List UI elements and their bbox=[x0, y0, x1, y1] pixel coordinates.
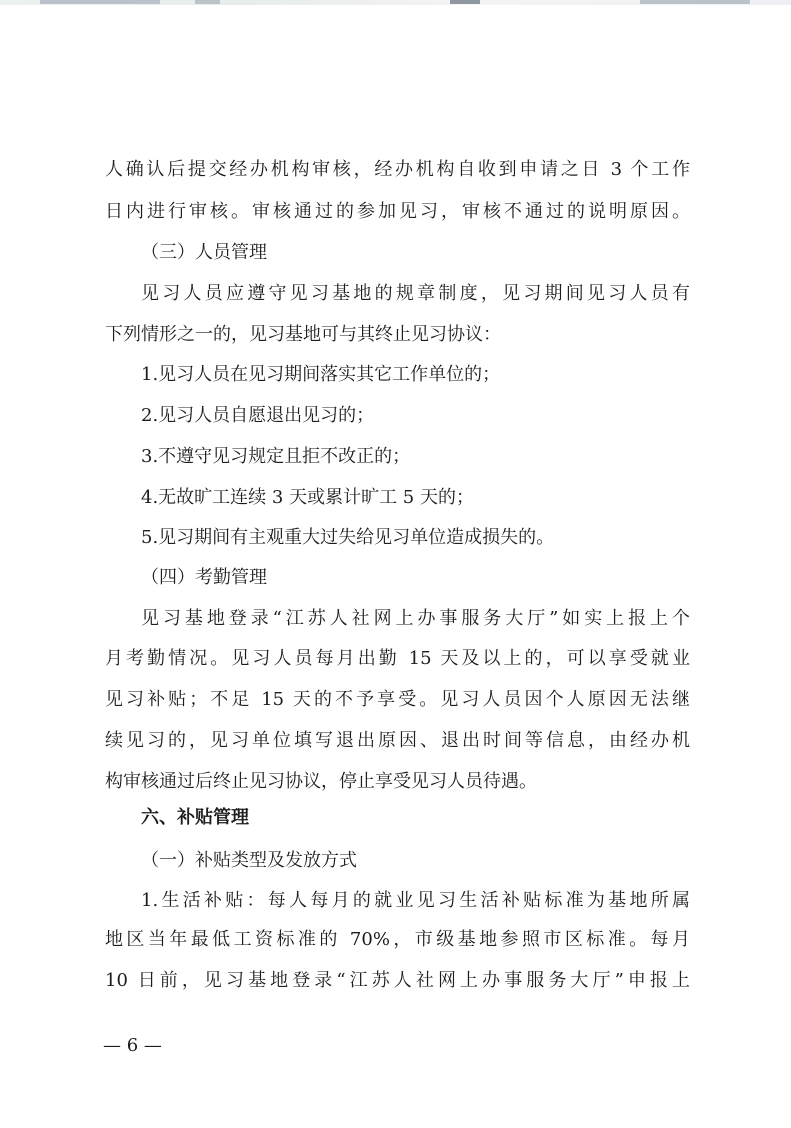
body-line: 1.生活补贴：每人每月的就业见习生活补贴标准为基地所属 bbox=[141, 890, 690, 911]
page-number: — 6 — bbox=[103, 1035, 162, 1056]
body-line: 见习人员应遵守见习基地的规章制度，见习期间见习人员有 bbox=[141, 283, 690, 304]
body-line: 见习基地登录“江苏人社网上办事服务大厅”如实上报上个 bbox=[141, 608, 690, 629]
scan-artifact bbox=[195, 0, 220, 4]
section-heading: （一）补贴类型及发放方式 bbox=[141, 850, 357, 871]
list-item: 4.无故旷工连续 3 天或累计旷工 5 天的； bbox=[141, 487, 474, 508]
body-line: 人确认后提交经办机构审核，经办机构自收到申请之日 3 个工作 bbox=[105, 159, 690, 180]
body-line: 日内进行审核。审核通过的参加见习，审核不通过的说明原因。 bbox=[105, 201, 690, 222]
body-line: 见习补贴；不足 15 天的不予享受。见习人员因个人原因无法继 bbox=[105, 689, 690, 710]
body-line: 月考勤情况。见习人员每月出勤 15 天及以上的，可以享受就业 bbox=[105, 648, 690, 669]
scan-artifact bbox=[640, 0, 750, 4]
list-item: 3.不遵守见习规定且拒不改正的； bbox=[141, 446, 411, 467]
body-line: 构审核通过后终止见习协议，停止享受见习人员待遇。 bbox=[105, 771, 537, 792]
body-line: 续见习的，见习单位填写退出原因、退出时间等信息，由经办机 bbox=[105, 730, 690, 751]
section-heading: （四）考勤管理 bbox=[141, 567, 267, 588]
list-item: 1.见习人员在见习期间落实其它工作单位的； bbox=[141, 364, 501, 385]
chapter-heading: 六、补贴管理 bbox=[141, 807, 249, 828]
body-line: 地区当年最低工资标准的 70%，市级基地参照市区标准。每月 bbox=[105, 929, 690, 950]
section-heading: （三）人员管理 bbox=[141, 242, 267, 263]
body-line: 10 日前，见习基地登录“江苏人社网上办事服务大厅”申报上 bbox=[105, 970, 690, 991]
scan-artifact bbox=[40, 0, 160, 4]
list-item: 2.见习人员自愿退出见习的； bbox=[141, 405, 375, 426]
scan-artifact bbox=[450, 0, 480, 4]
list-item: 5.见习期间有主观重大过失给见习单位造成损失的。 bbox=[141, 527, 555, 548]
body-line: 下列情形之一的，见习基地可与其终止见习协议： bbox=[105, 324, 501, 345]
